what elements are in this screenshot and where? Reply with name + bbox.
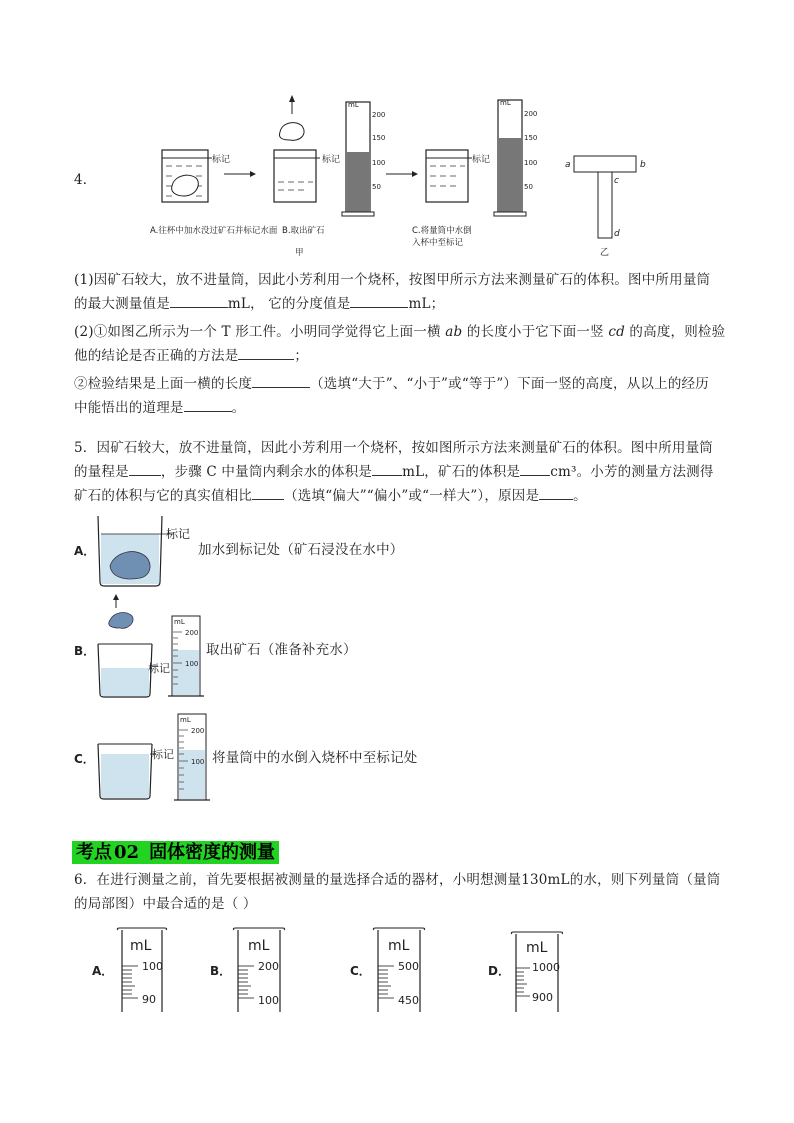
answer-blank[interactable] [129, 461, 161, 476]
tick-label: 1000 [532, 961, 560, 974]
answer-blank[interactable] [170, 293, 228, 308]
unit-label: mL [130, 938, 152, 954]
answer-blank[interactable] [252, 373, 310, 388]
option-d-cylinder[interactable] [510, 930, 566, 1014]
section-number: 02 [114, 842, 140, 863]
cylinder-1-figure [342, 101, 385, 216]
text: （选填“偏大”“偏小”或“一样大”），原因是 [284, 488, 540, 504]
cyl2-tick: 200 [524, 110, 538, 118]
text: 矿石的体积与它的真实值相比 [74, 488, 253, 504]
unit-label: mL [180, 716, 191, 724]
tick-label: 100 [258, 994, 279, 1007]
answer-blank[interactable] [184, 397, 232, 412]
section-title-a: 考点 [76, 842, 112, 863]
step-b-figure [94, 594, 214, 700]
beaker-a-figure [162, 150, 230, 202]
mark-label: 标记 [148, 662, 170, 675]
q4-part3 [74, 372, 734, 420]
step-c-text: 将量筒中的水倒入烧杯中至标记处 [212, 750, 418, 766]
mark-label-c: 标记 [472, 155, 491, 165]
q4-part2 [74, 320, 734, 368]
q4-p3-line2 [74, 396, 734, 420]
q5-line1: 5．因矿石较大，放不进量筒，因此小芳利用一个烧杯，按如图所示方法来测量矿石的体积。图中所用量筒 [74, 440, 713, 456]
answer-blank[interactable] [238, 345, 294, 360]
q4-p3-line1 [74, 372, 734, 396]
q6-text [74, 868, 734, 916]
figure-jia-label: 甲 [295, 248, 304, 258]
unit-label: mL [174, 618, 185, 626]
beaker-b-figure [274, 95, 340, 202]
text: 的量程是 [74, 464, 129, 480]
cyl1-unit: mL [348, 101, 359, 109]
q4-p2-line1 [74, 320, 734, 344]
step-a-beaker [94, 510, 204, 590]
cyl1-tick: 150 [372, 134, 386, 142]
option-a-label[interactable]: A． [92, 964, 114, 978]
answer-blank[interactable] [372, 461, 402, 476]
label-d: d [614, 229, 620, 239]
cyl1-tick: 200 [372, 111, 386, 119]
figure-yi-label: 乙 [600, 248, 610, 258]
t-workpiece-figure [565, 156, 646, 258]
tick-label: 900 [532, 991, 553, 1004]
option-a-cylinder[interactable] [116, 926, 168, 1014]
cylinder-2-figure [494, 99, 537, 216]
unit-label: mL [388, 938, 410, 954]
text: ； [294, 348, 309, 364]
option-b-label[interactable]: B． [210, 964, 232, 978]
text: cd [608, 324, 625, 340]
step-a-text: 加水到标记处（矿石浸没在水中） [198, 542, 404, 558]
tick-label: 100 [142, 960, 163, 973]
text: 的长度小于它下面一竖 [466, 324, 604, 340]
mark-label: 标记 [152, 748, 174, 761]
caption-b: B.取出矿石 [282, 226, 325, 236]
text: (2)①如图乙所示为一个 T 形工件。小明同学觉得它上面一横 [74, 324, 441, 340]
tick-label: 450 [398, 994, 419, 1007]
label-a: a [565, 160, 571, 170]
figure-jia [150, 92, 660, 260]
step-b-label: B． [74, 644, 96, 658]
caption-c2: 入杯中至标记 [412, 238, 464, 248]
section-title-b: 固体密度的测量 [149, 842, 276, 863]
section-heading [72, 838, 279, 864]
q5-line2 [74, 460, 734, 484]
tick-label: 200 [185, 629, 199, 637]
unit-label: mL [526, 940, 548, 956]
text: 中能悟出的道理是 [74, 400, 184, 416]
step-c-figure [94, 710, 214, 806]
answer-blank[interactable] [539, 485, 573, 500]
answer-blank[interactable] [520, 461, 550, 476]
q4-part1 [74, 268, 734, 316]
q6-line1: 6．在进行测量之前，首先要根据被测量的量选择合适的器材，小明想测量130mL的水，则下列量筒（量筒 [74, 872, 721, 888]
text: mL； [408, 296, 445, 312]
step-c-label: C． [74, 752, 95, 766]
mark-label-a: 标记 [212, 155, 231, 165]
text: ，步骤 C 中量筒内剩余水的体积是 [160, 464, 373, 480]
cyl2-tick: 150 [524, 134, 538, 142]
text: cm³。小芳的测量方法测得 [550, 464, 714, 480]
step-a-label: A． [74, 544, 96, 558]
cyl2-tick: 50 [524, 183, 533, 191]
beaker-c-figure [426, 150, 490, 202]
text: 他的结论是否正确的方法是 [74, 348, 239, 364]
section-title [72, 841, 279, 864]
text: mL，矿石的体积是 [402, 464, 521, 480]
q5-line3 [74, 484, 734, 508]
option-b-cylinder[interactable] [232, 926, 288, 1014]
label-b: b [640, 160, 646, 170]
text: ②检验结果是上面一横的长度 [74, 376, 253, 392]
q4-p1-line1: (1)因矿石较大，放不进量筒，因此小芳利用一个烧杯，按图甲所示方法来测量矿石的体积。图中所用量筒 [74, 272, 711, 288]
cyl1-tick: 50 [372, 183, 381, 191]
text: mL， 它的分度值是 [227, 296, 351, 312]
tick-label: 200 [258, 960, 279, 973]
cyl2-tick: 100 [524, 159, 538, 167]
mark-label-b: 标记 [322, 155, 341, 165]
tick-label: 200 [191, 727, 205, 735]
text: 的最大测量值是 [74, 296, 170, 312]
tick-label: 500 [398, 960, 419, 973]
answer-blank[interactable] [252, 485, 284, 500]
mark-label: 标记 [166, 527, 191, 541]
text: 的高度，则检验 [629, 324, 726, 340]
question-number-4: 4． [74, 172, 97, 188]
label-c: c [614, 176, 619, 186]
cyl1-tick: 100 [372, 159, 386, 167]
unit-label: mL [248, 938, 270, 954]
option-d-label[interactable]: D． [488, 964, 510, 978]
answer-blank[interactable] [350, 293, 408, 308]
q6-line2: 的局部图）中最合适的是（ ） [74, 896, 257, 912]
tick-label: 90 [142, 993, 156, 1006]
caption-a: A.往杯中加水没过矿石并标记水面 [150, 226, 278, 236]
text: （选填“大于”、“小于”或“等于”）下面一竖的高度，从以上的经历 [310, 376, 709, 392]
q5-text [74, 436, 734, 508]
option-c-label[interactable]: C． [350, 964, 371, 978]
option-c-cylinder[interactable] [372, 926, 428, 1014]
q4-p1-line2 [74, 292, 734, 316]
q4-p2-line2 [74, 344, 734, 368]
text: 。 [231, 400, 246, 416]
tick-label: 100 [191, 758, 205, 766]
cyl2-unit: mL [500, 99, 511, 107]
text: 。 [573, 488, 587, 504]
text: ab [445, 324, 463, 340]
tick-label: 100 [185, 660, 199, 668]
step-b-text: 取出矿石（准备补充水） [206, 642, 357, 658]
caption-c1: C.将量筒中水倒 [412, 226, 472, 236]
